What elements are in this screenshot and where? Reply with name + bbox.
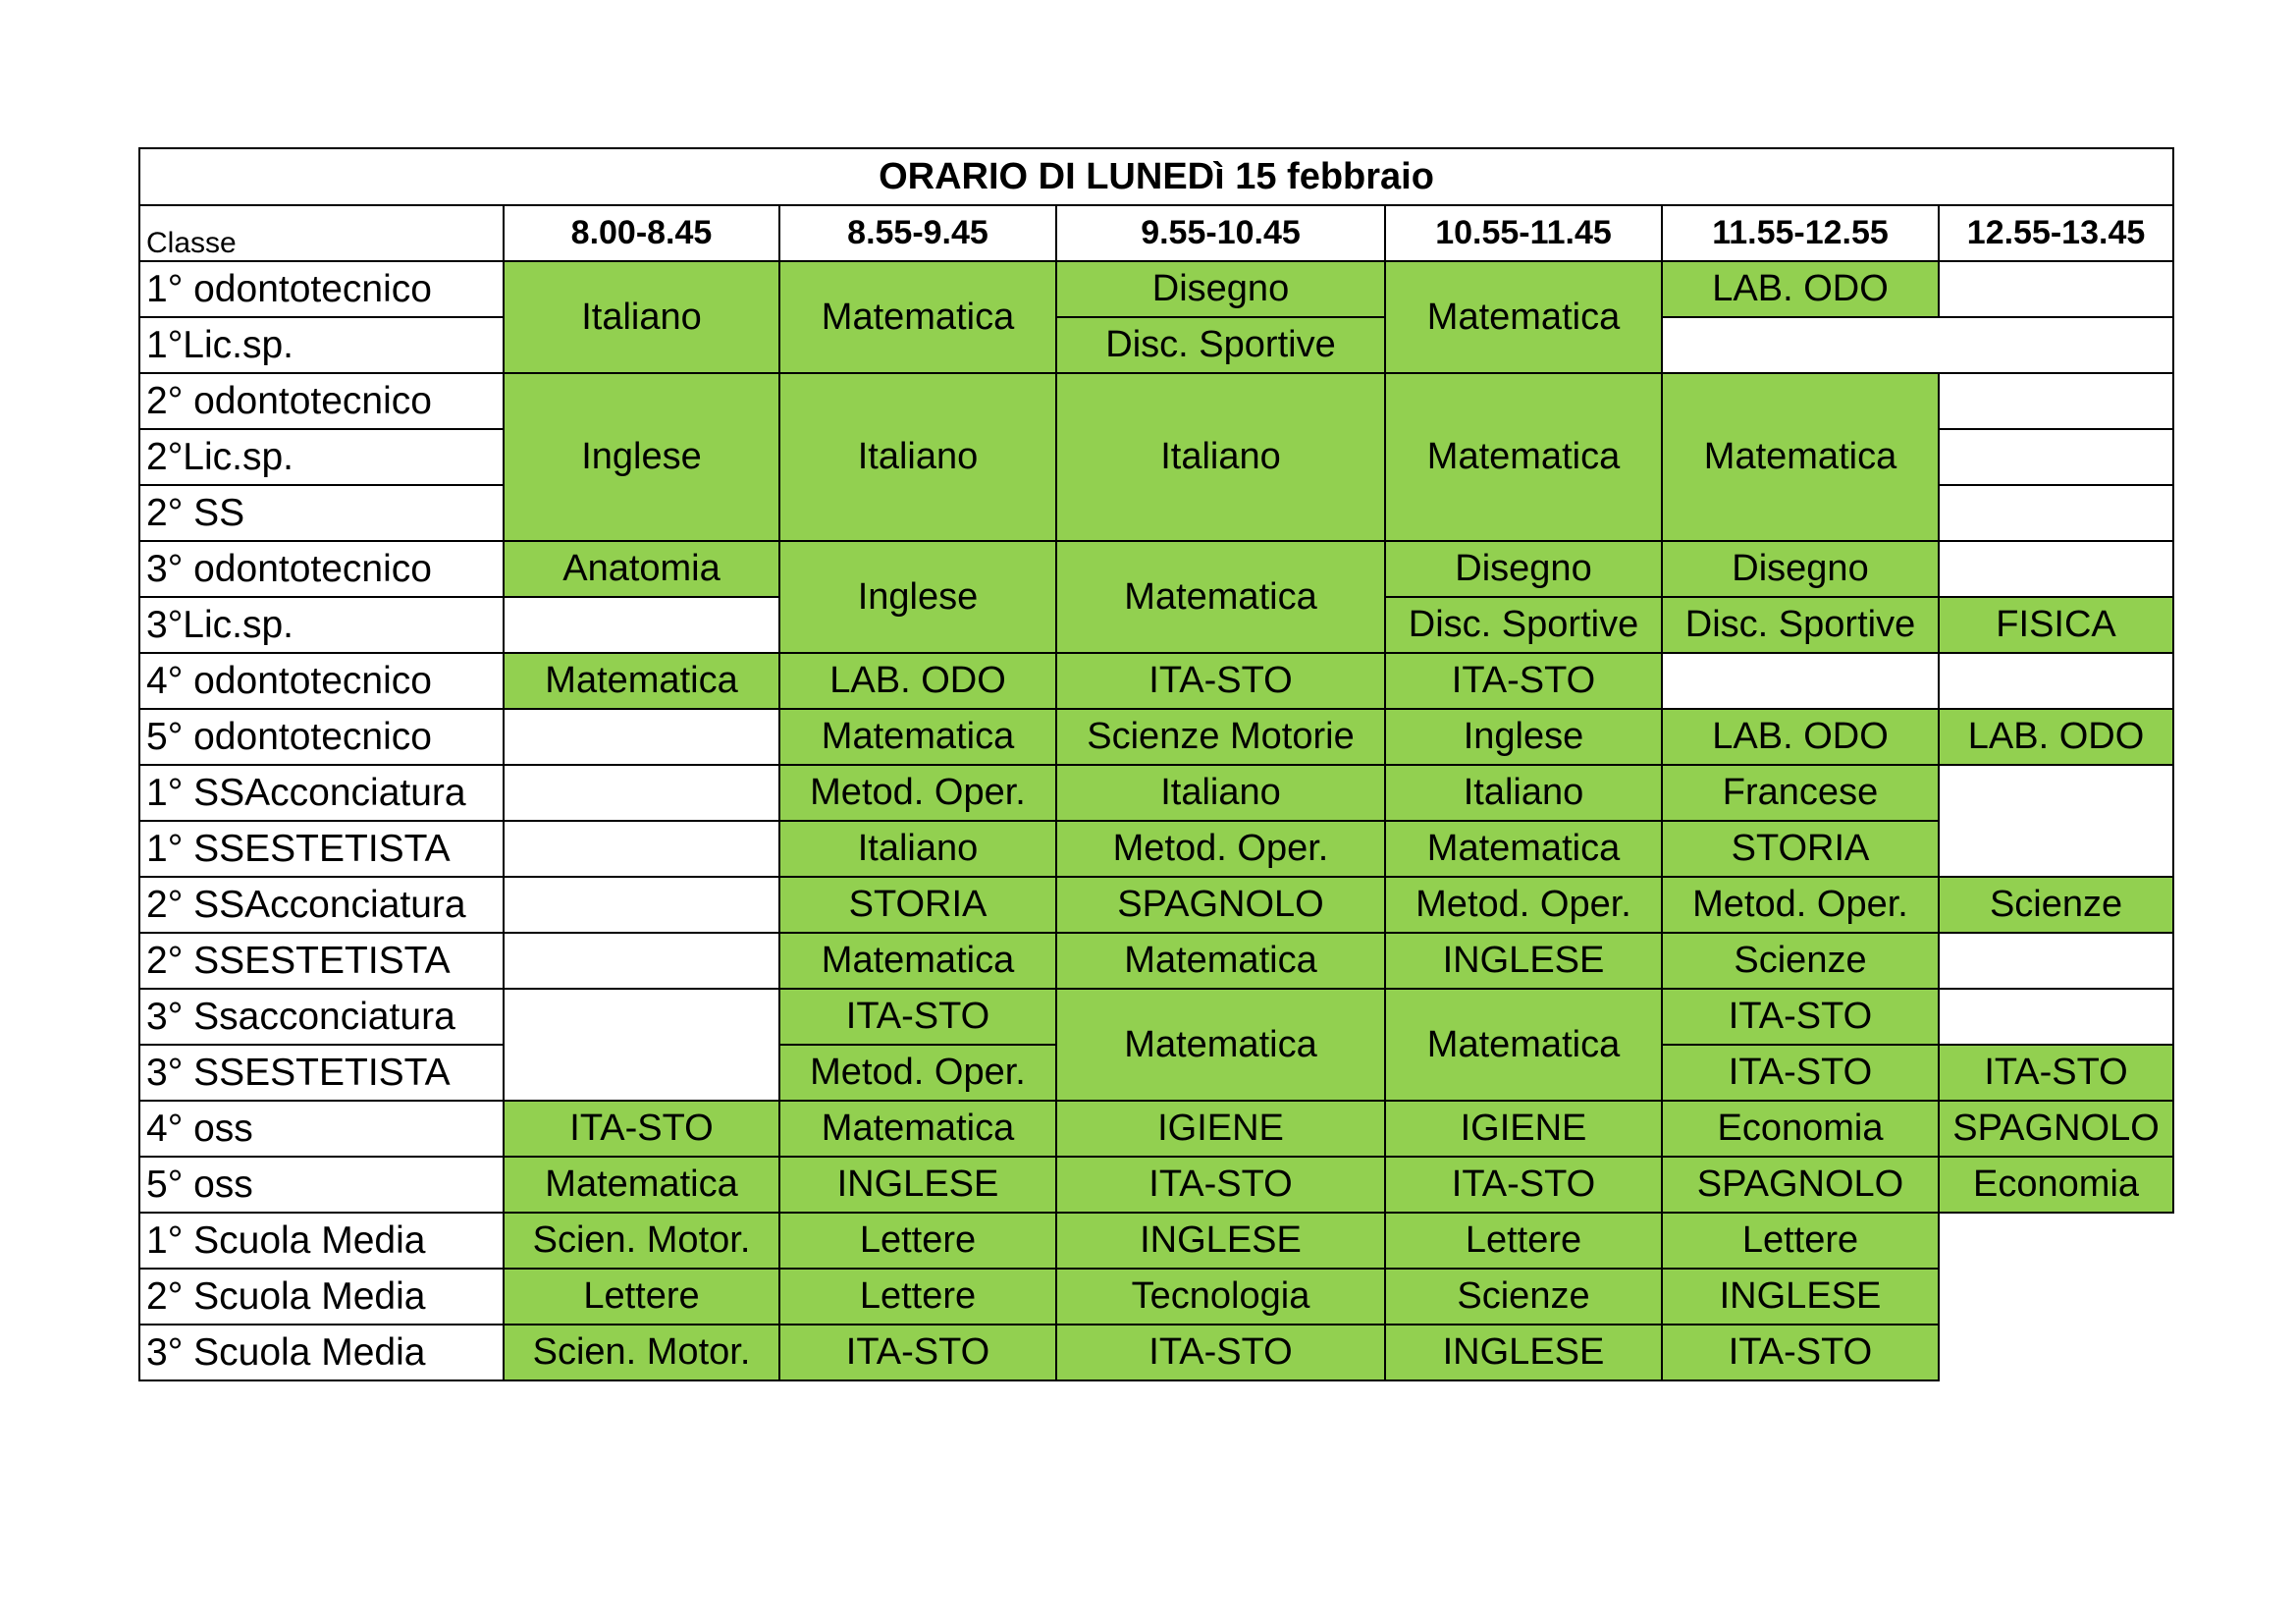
lesson-cell: Metod. Oper. <box>1385 877 1662 933</box>
lesson-cell: Lettere <box>504 1269 779 1325</box>
empty-cell <box>1939 429 2173 485</box>
lesson-cell: Lettere <box>779 1213 1056 1269</box>
lesson-cell: ITA-STO <box>1056 653 1385 709</box>
lesson-cell: Matematica <box>504 653 779 709</box>
header-period-2: 8.55-9.45 <box>779 205 1056 261</box>
table-row <box>139 709 2173 765</box>
table-row <box>139 653 2173 709</box>
table-row <box>139 373 2173 429</box>
lesson-cell: SPAGNOLO <box>1056 877 1385 933</box>
lesson-cell: Inglese <box>1385 709 1662 765</box>
empty-cell <box>504 597 779 653</box>
lesson-cell: Metod. Oper. <box>1662 877 1939 933</box>
lesson-cell: STORIA <box>1662 821 1939 877</box>
lesson-cell: ITA-STO <box>1662 989 1939 1045</box>
empty-cell <box>1939 373 2173 429</box>
lesson-cell: Matematica <box>1385 261 1662 373</box>
table-row <box>139 1325 2173 1380</box>
empty-cell <box>1939 485 2173 541</box>
lesson-cell: Scienze <box>1662 933 1939 989</box>
lesson-cell: ITA-STO <box>1385 653 1662 709</box>
lesson-cell: Matematica <box>1056 989 1385 1101</box>
lesson-cell: LAB. ODO <box>1662 261 1939 317</box>
table-row <box>139 1157 2173 1213</box>
lesson-cell: ITA-STO <box>1662 1325 1939 1380</box>
table-row <box>139 765 2173 821</box>
lesson-cell: Matematica <box>504 1157 779 1213</box>
lesson-cell: Metod. Oper. <box>1056 821 1385 877</box>
empty-cell <box>1939 541 2173 597</box>
timetable <box>138 147 2174 1381</box>
lesson-cell: Matematica <box>779 709 1056 765</box>
table-row <box>139 317 2173 373</box>
lesson-cell: ITA-STO <box>1056 1157 1385 1213</box>
table-row <box>139 989 2173 1045</box>
table-row <box>139 261 2173 317</box>
lesson-cell: Scienze <box>1939 877 2173 933</box>
lesson-cell: Scien. Motor. <box>504 1213 779 1269</box>
lesson-cell: SPAGNOLO <box>1662 1157 1939 1213</box>
header-period-6: 12.55-13.45 <box>1939 205 2173 261</box>
empty-cell <box>504 709 779 765</box>
blank-cell <box>1939 1213 2173 1269</box>
lesson-cell: Lettere <box>779 1269 1056 1325</box>
lesson-cell: ITA-STO <box>1056 1325 1385 1380</box>
header-row <box>139 205 2173 261</box>
lesson-cell: Matematica <box>1385 373 1662 541</box>
class-name: 2°Lic.sp. <box>139 429 504 485</box>
header-period-5: 11.55-12.55 <box>1662 205 1939 261</box>
class-name: 1° SSAcconciatura <box>139 765 504 821</box>
lesson-cell: LAB. ODO <box>779 653 1056 709</box>
lesson-cell: ITA-STO <box>1385 1157 1662 1213</box>
class-name: 5° oss <box>139 1157 504 1213</box>
lesson-cell: Matematica <box>779 933 1056 989</box>
class-name: 1° odontotecnico <box>139 261 504 317</box>
lesson-cell: Matematica <box>1056 541 1385 653</box>
lesson-cell: ITA-STO <box>504 1101 779 1157</box>
table-row <box>139 1101 2173 1157</box>
lesson-cell: Scien. Motor. <box>504 1325 779 1380</box>
lesson-cell: INGLESE <box>1385 933 1662 989</box>
class-name: 3°Lic.sp. <box>139 597 504 653</box>
table-row <box>139 933 2173 989</box>
lesson-cell: ITA-STO <box>779 1325 1056 1380</box>
empty-cell <box>504 933 779 989</box>
page-title: ORARIO DI LUNEDì 15 febbraio <box>139 148 2173 205</box>
header-period-4: 10.55-11.45 <box>1385 205 1662 261</box>
lesson-cell: Disc. Sportive <box>1056 317 1385 373</box>
lesson-cell: INGLESE <box>779 1157 1056 1213</box>
lesson-cell: Italiano <box>779 373 1056 541</box>
lesson-cell: Inglese <box>504 373 779 541</box>
lesson-cell: Disc. Sportive <box>1662 597 1939 653</box>
empty-cell <box>504 821 779 877</box>
empty-cell <box>1939 765 2173 821</box>
title-row <box>139 148 2173 205</box>
table-row <box>139 821 2173 877</box>
lesson-cell: INGLESE <box>1662 1269 1939 1325</box>
lesson-cell: Metod. Oper. <box>779 765 1056 821</box>
lesson-cell: Metod. Oper. <box>779 1045 1056 1101</box>
lesson-cell: Economia <box>1939 1157 2173 1213</box>
header-period-3: 9.55-10.45 <box>1056 205 1385 261</box>
table-row <box>139 1269 2173 1325</box>
lesson-cell: FISICA <box>1939 597 2173 653</box>
empty-cell <box>1939 261 2173 317</box>
lesson-cell: ITA-STO <box>779 989 1056 1045</box>
empty-cell <box>504 877 779 933</box>
lesson-cell: Scienze Motorie <box>1056 709 1385 765</box>
empty-cell <box>1939 933 2173 989</box>
class-name: 3° Scuola Media <box>139 1325 504 1380</box>
lesson-cell: Matematica <box>779 261 1056 373</box>
class-name: 1°Lic.sp. <box>139 317 504 373</box>
lesson-cell: Lettere <box>1385 1213 1662 1269</box>
table-row <box>139 877 2173 933</box>
lesson-cell: Disegno <box>1662 541 1939 597</box>
class-name: 3° Ssacconciatura <box>139 989 504 1045</box>
class-name: 2° odontotecnico <box>139 373 504 429</box>
class-name: 1° SSESTETISTA <box>139 821 504 877</box>
header-class: Classe <box>139 205 504 261</box>
table-row <box>139 1213 2173 1269</box>
lesson-cell: Disc. Sportive <box>1385 597 1662 653</box>
lesson-cell: Disegno <box>1385 541 1662 597</box>
lesson-cell: SPAGNOLO <box>1939 1101 2173 1157</box>
lesson-cell: Disegno <box>1056 261 1385 317</box>
lesson-cell: Tecnologia <box>1056 1269 1385 1325</box>
lesson-cell: ITA-STO <box>1939 1045 2173 1101</box>
lesson-cell: Matematica <box>1385 821 1662 877</box>
lesson-cell: Italiano <box>1056 373 1385 541</box>
class-name: 5° odontotecnico <box>139 709 504 765</box>
lesson-cell: Italiano <box>779 821 1056 877</box>
empty-cell <box>1662 653 1939 709</box>
class-name: 2° SSESTETISTA <box>139 933 504 989</box>
class-name: 2° Scuola Media <box>139 1269 504 1325</box>
blank-cell <box>1939 1325 2173 1380</box>
lesson-cell: Italiano <box>1056 765 1385 821</box>
empty-cell <box>504 989 779 1101</box>
blank-cell <box>1939 1269 2173 1325</box>
lesson-cell: Francese <box>1662 765 1939 821</box>
lesson-cell: LAB. ODO <box>1662 709 1939 765</box>
class-name: 1° Scuola Media <box>139 1213 504 1269</box>
lesson-cell: Italiano <box>1385 765 1662 821</box>
lesson-cell: Matematica <box>1385 989 1662 1101</box>
lesson-cell: Inglese <box>779 541 1056 653</box>
lesson-cell: Economia <box>1662 1101 1939 1157</box>
lesson-cell: IGIENE <box>1056 1101 1385 1157</box>
class-name: 2° SSAcconciatura <box>139 877 504 933</box>
lesson-cell: Matematica <box>1056 933 1385 989</box>
empty-cell <box>1662 317 2173 373</box>
class-name: 2° SS <box>139 485 504 541</box>
empty-cell <box>504 765 779 821</box>
header-period-1: 8.00-8.45 <box>504 205 779 261</box>
lesson-cell: Anatomia <box>504 541 779 597</box>
lesson-cell: INGLESE <box>1385 1325 1662 1380</box>
lesson-cell: ITA-STO <box>1662 1045 1939 1101</box>
empty-cell <box>1939 653 2173 709</box>
lesson-cell: LAB. ODO <box>1939 709 2173 765</box>
class-name: 3° SSESTETISTA <box>139 1045 504 1101</box>
lesson-cell: Scienze <box>1385 1269 1662 1325</box>
lesson-cell: Lettere <box>1662 1213 1939 1269</box>
lesson-cell: IGIENE <box>1385 1101 1662 1157</box>
class-name: 4° oss <box>139 1101 504 1157</box>
lesson-cell: Matematica <box>1662 373 1939 541</box>
lesson-cell: INGLESE <box>1056 1213 1385 1269</box>
lesson-cell: STORIA <box>779 877 1056 933</box>
lesson-cell: Italiano <box>504 261 779 373</box>
lesson-cell: Matematica <box>779 1101 1056 1157</box>
empty-cell <box>1939 821 2173 877</box>
class-name: 4° odontotecnico <box>139 653 504 709</box>
class-name: 3° odontotecnico <box>139 541 504 597</box>
table-row <box>139 541 2173 597</box>
empty-cell <box>1939 989 2173 1045</box>
